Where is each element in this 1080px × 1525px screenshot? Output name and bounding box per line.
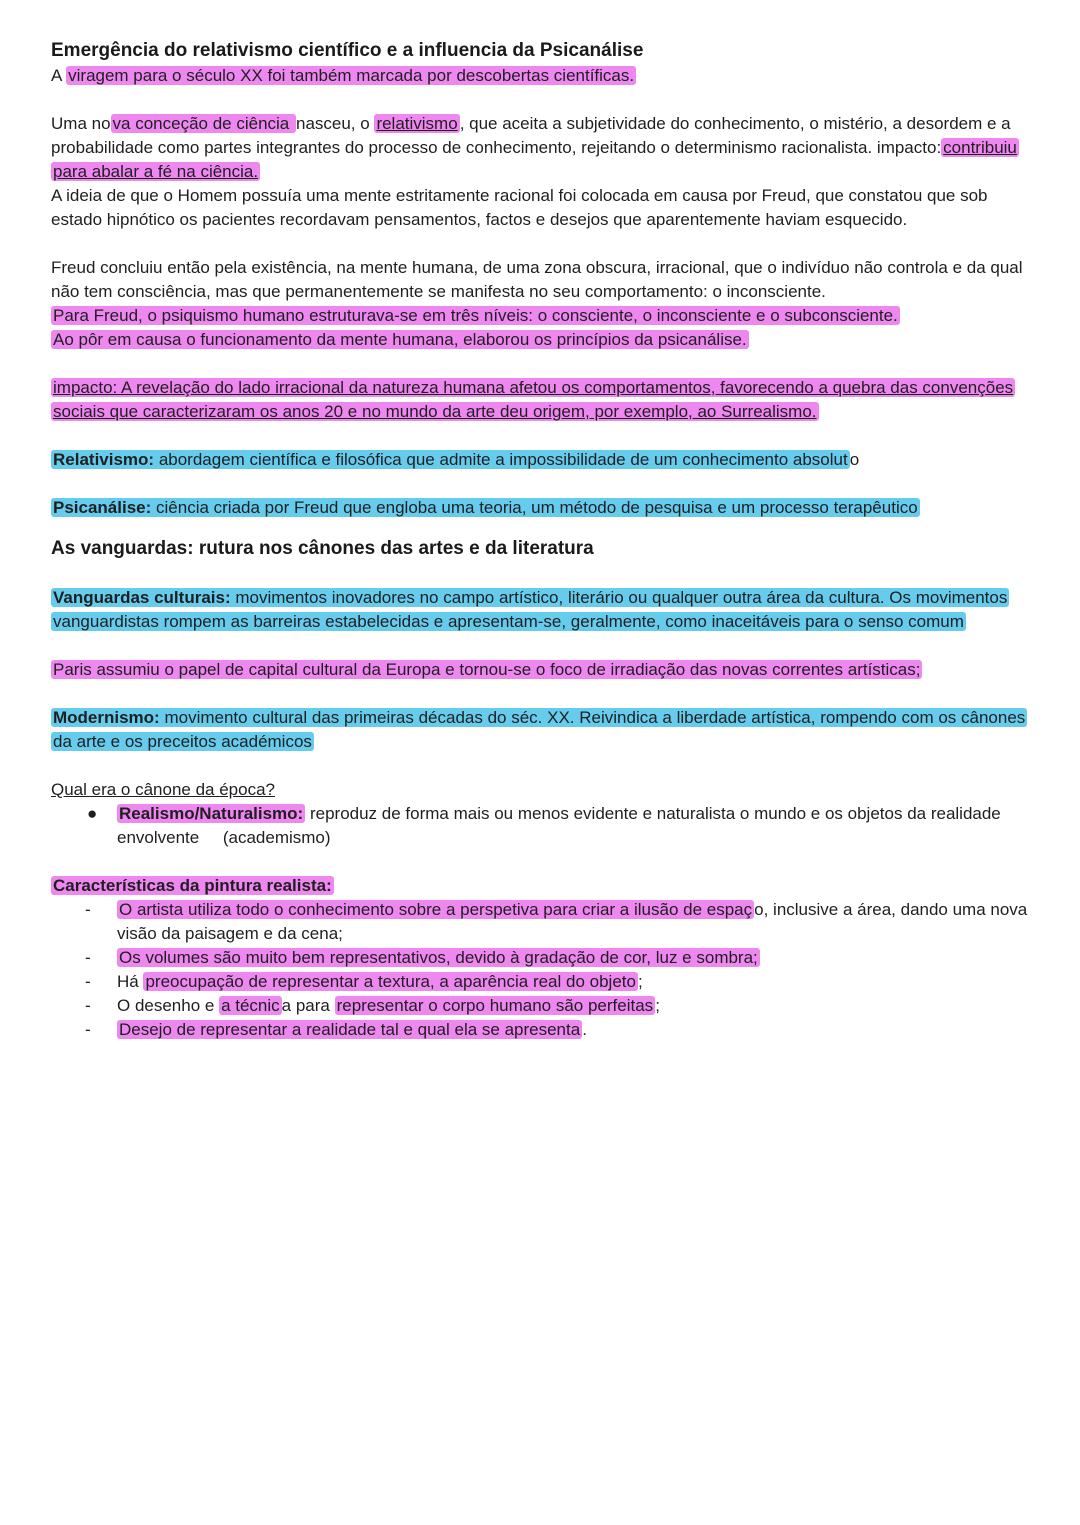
list-item — [51, 946, 1030, 970]
bullet-list — [51, 802, 1030, 850]
dash-icon: - — [85, 996, 91, 1015]
highlight-pink-underlined: relativismo — [376, 114, 458, 133]
definition-text: abordagem científica e filosófica que admite a impossibilidade de um conhecimento absolut — [154, 450, 848, 469]
text-span: nasceu, o — [295, 114, 375, 133]
highlight-pink: a técnic — [221, 996, 280, 1015]
definition-term: Vanguardas culturais: — [53, 588, 231, 607]
paragraph-paris — [51, 658, 1030, 682]
definition-term: Relativismo: — [53, 450, 155, 469]
text-span: o, inclusive a área, dando uma nova visão da paisagem e da cena; — [117, 900, 1028, 943]
definition-vanguardas — [51, 586, 1030, 634]
list-item — [51, 898, 1030, 946]
dash-icon: - — [85, 948, 91, 967]
list-item — [51, 994, 1030, 1018]
highlight-pink: Os volumes são muito bem representativos, devido à gradação de cor, luz e sombra; — [119, 948, 758, 967]
list-item — [51, 802, 1030, 850]
highlight-pink: O artista utiliza todo o conhecimento sobre a perspetiva para criar a ilusão de espaç — [119, 900, 753, 919]
features-title — [51, 874, 1030, 898]
text-span: . — [582, 1020, 587, 1039]
highlight-pink: Para Freud, o psiquismo humano estruturava-se em três níveis: o consciente, o inconsciente e o subconsciente. — [53, 306, 898, 325]
paragraph-psicanalise — [51, 328, 1030, 352]
impacto-label: impacto: — [53, 378, 118, 397]
highlight-blue — [51, 498, 920, 517]
highlight-pink: representar o corpo humano são perfeitas — [336, 996, 654, 1015]
highlight-pink: preocupação de representar a textura, a aparência real do objeto — [145, 972, 636, 991]
definition-psicanalise — [51, 496, 1030, 520]
text-span: , que aceita a subjetividade do conhecimento, o mistério, a desordem e a probabilidade como partes integrantes do processo de conhecimento, rejeitando o determinismo racionalista. impacto: — [51, 114, 1011, 157]
text-span: Uma no — [51, 114, 111, 133]
text-span: O desenho e — [117, 996, 220, 1015]
highlight-pink-underlined: contribuiu para abalar a fé na ciência. — [53, 138, 1017, 181]
highlight-blue — [51, 588, 1009, 631]
dash-icon: - — [85, 900, 91, 919]
bullet-icon: ● — [87, 804, 98, 823]
paragraph-freud-hipnose: A ideia de que o Homem possuía uma mente estritamente racional foi colocada em causa por Freud, que constatou que sob estado hipnótico os pacientes recordavam pensamentos, factos e desejos que aparentemente haviam esquecido. — [51, 186, 988, 229]
paragraph-nova-concecao — [51, 112, 1030, 184]
highlight-blue — [51, 450, 850, 469]
text-span: ; — [637, 972, 643, 991]
highlight-pink-underlined — [51, 378, 1015, 421]
highlight-pink: viragem para o século XX foi também marcada por descobertas científicas. — [68, 66, 635, 85]
paragraph-psiquismo — [51, 304, 1030, 328]
highlight-blue — [51, 708, 1027, 751]
list-item-text: reproduz de forma mais ou menos evidente e naturalista o mundo e os objetos da realidade envolvente (academismo) — [117, 804, 1006, 847]
paragraph-impacto — [51, 376, 1030, 424]
section-title-vanguardas: As vanguardas: rutura nos cânones das artes e da literatura — [51, 538, 594, 559]
paragraph-viragem — [51, 64, 1030, 88]
list-item — [51, 1018, 1030, 1042]
dash-icon: - — [85, 972, 91, 991]
definition-text: ciência criada por Freud que engloba uma teoria, um método de pesquisa e um processo terapêutico — [151, 498, 918, 517]
highlight-pink-heading: Características da pintura realista: — [53, 876, 332, 895]
impacto-text: A revelação do lado irracional da natureza humana afetou os comportamentos, favorecendo a quebra das convenções sociais que caracterizaram os anos 20 e no mundo da arte deu origem, por exemplo, ao Surrealismo. — [53, 378, 1014, 421]
definition-term: Modernismo: — [53, 708, 160, 727]
text-span: a para — [281, 996, 335, 1015]
highlight-pink: Desejo de representar a realidade tal e qual ela se apresenta — [119, 1020, 581, 1039]
question-canone: Qual era o cânone da época? — [51, 780, 276, 799]
definition-modernismo — [51, 706, 1030, 754]
definition-relativismo — [51, 448, 1030, 472]
text-span: A — [51, 66, 67, 85]
highlight-pink: Ao pôr em causa o funcionamento da mente humana, elaborou os princípios da psicanálise. — [53, 330, 747, 349]
features-list — [51, 898, 1030, 1042]
highlight-pink: va conceção de ciência — [112, 114, 294, 133]
highlight-pink-term: Realismo/Naturalismo: — [119, 804, 304, 823]
text-span: o — [849, 450, 860, 469]
definition-text: movimentos inovadores no campo artístico, literário ou qualquer outra área da cultura. Os movimentos vanguardistas rompem as barreiras estabelecidas e apresentam-se, geralmente, como inaceitáveis para o senso comum — [53, 588, 1008, 631]
highlight-pink: Paris assumiu o papel de capital cultural da Europa e tornou-se o foco de irradiação das novas correntes artísticas; — [53, 660, 921, 679]
definition-term: Psicanálise: — [53, 498, 152, 517]
text-span: ; — [655, 996, 660, 1015]
list-item — [51, 970, 1030, 994]
dash-icon: - — [85, 1020, 91, 1039]
text-span: Há — [117, 972, 144, 991]
section-title-relativismo: Emergência do relativismo científico e a influencia da Psicanálise — [51, 40, 644, 61]
paragraph-inconsciente: Freud concluiu então pela existência, na mente humana, de uma zona obscura, irracional, que o indivíduo não controla e da qual não tem consciência, mas que permanentemente se manifesta no seu comportamento: o inconsciente. — [51, 258, 1023, 301]
definition-text: movimento cultural das primeiras décadas do séc. XX. Reivindica a liberdade artística, rompendo com os cânones da arte e os preceitos académicos — [53, 708, 1026, 751]
